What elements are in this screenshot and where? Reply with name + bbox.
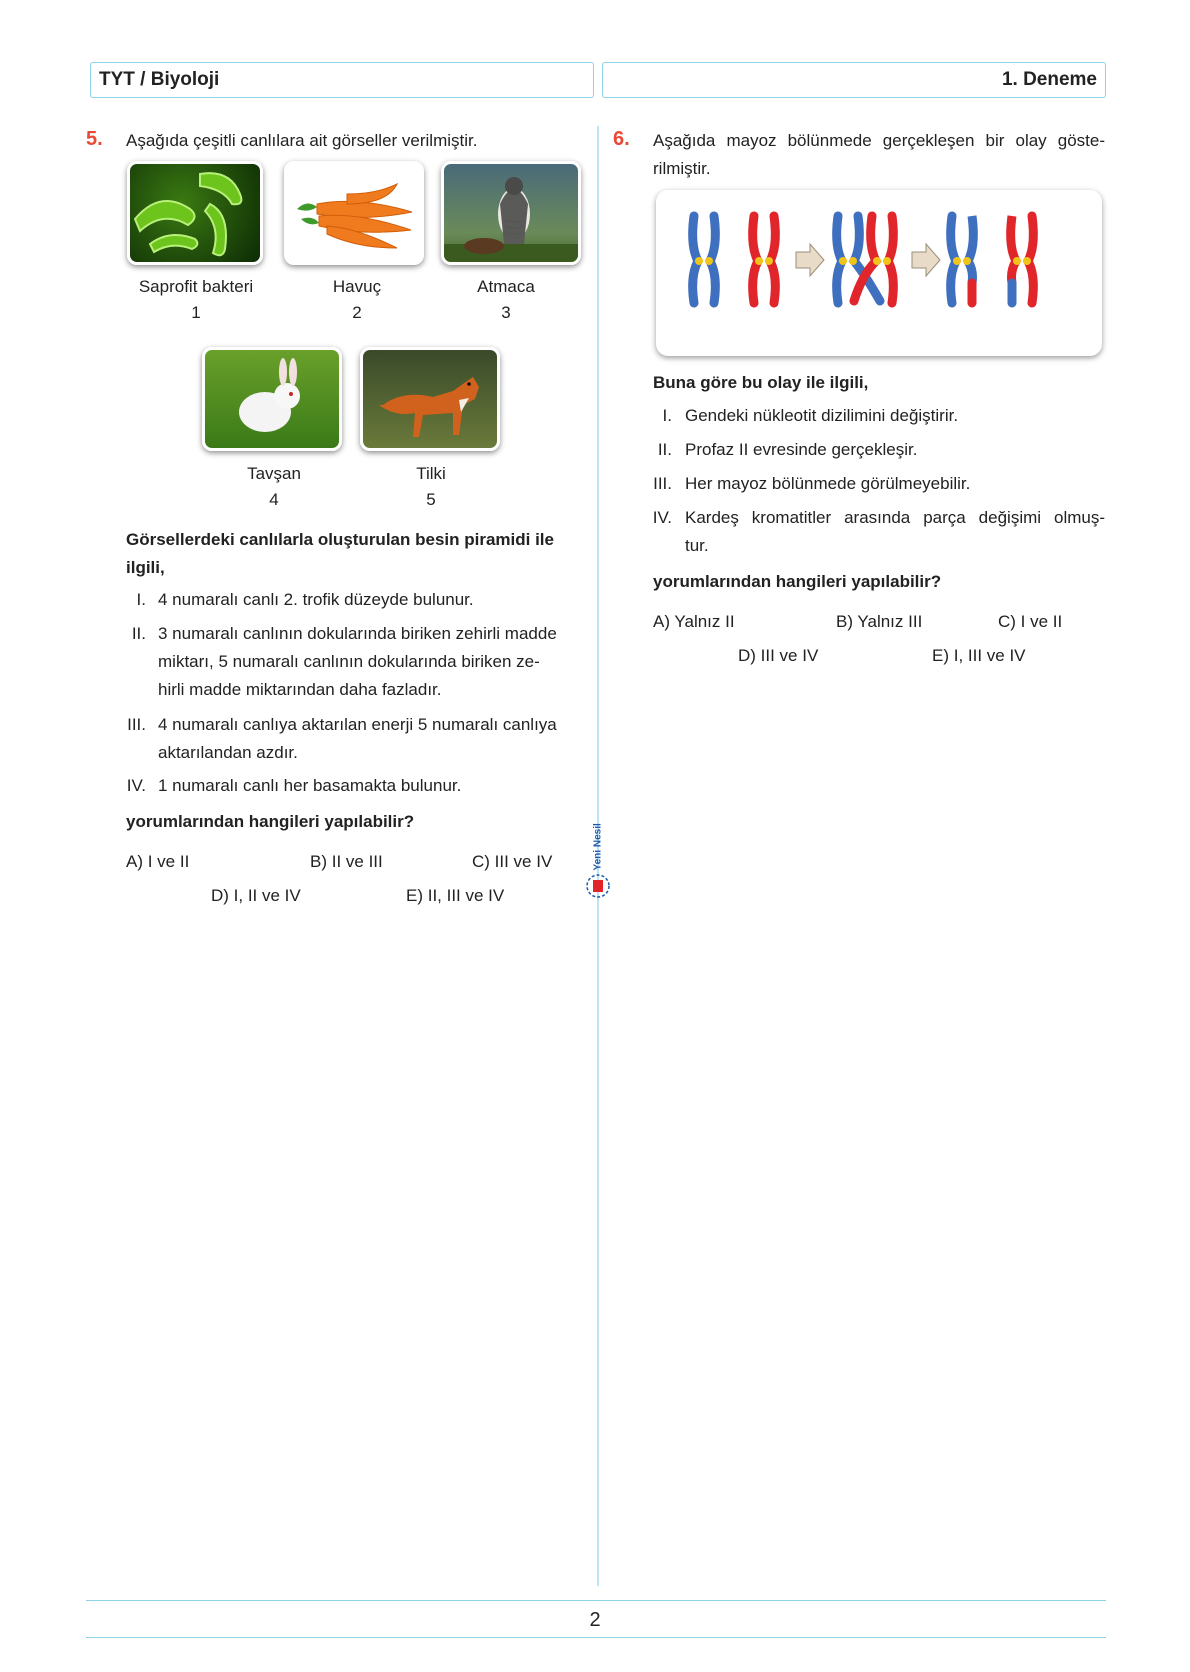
q5-option-e[interactable]: E) II, III ve IV	[406, 886, 505, 905]
chromosome-red-recombinant	[1011, 216, 1034, 303]
organism-5-name: Tilki	[416, 464, 446, 483]
q6-statement-3-line1: Her mayoz bölünmede görülmeyebilir.	[685, 474, 971, 493]
fox-image	[360, 347, 500, 451]
q6-option-d[interactable]: D) III ve IV	[738, 646, 819, 665]
q6-option-c[interactable]: C) I ve II	[998, 612, 1063, 631]
organism-2-number: 2	[352, 303, 362, 322]
q5-intro: Aşağıda çeşitli canlılara ait görseller verilmiştir.	[126, 131, 478, 150]
arrow-icon	[796, 244, 824, 276]
q6-intro-line1: Aşağıda mayoz bölünmede gerçekleşen bir olay göste-	[653, 131, 1105, 150]
q5-stem-line2: ilgili,	[126, 558, 165, 577]
q6-question: yorumlarından hangileri yapılabilir?	[653, 572, 942, 591]
chromosome-pair-crossing	[837, 216, 894, 303]
q5-option-a[interactable]: A) I ve II	[126, 852, 190, 871]
q5-statement-3-line1: 4 numaralı canlıya aktarılan enerji 5 numaralı canlıya	[158, 715, 557, 734]
organism-3-name: Atmaca	[477, 277, 535, 296]
chromosome-blue-recombinant	[951, 216, 974, 303]
q5-option-d[interactable]: D) I, II ve IV	[211, 886, 301, 905]
q5-statement-1-roman: I.	[136, 590, 146, 609]
bacteria-image	[127, 161, 263, 265]
q6-option-e[interactable]: E) I, III ve IV	[932, 646, 1026, 665]
q6-stem: Buna göre bu olay ile ilgili,	[653, 373, 869, 392]
q6-statement-2-line1: Profaz II evresinde gerçekleşir.	[685, 440, 918, 459]
q6-statement-1-line1: Gendeki nükleotit dizilimini değiştirir.	[685, 406, 959, 425]
organism-1-name: Saprofit bakteri	[138, 277, 254, 296]
q5-statement-2-line3: hirli madde miktarından daha fazladır.	[158, 680, 442, 699]
q6-statement-4-line2: tur.	[685, 536, 709, 555]
q6-statement-4-line1: Kardeş kromatitler arasında parça değişimi olmuş-	[685, 508, 1105, 527]
footer-rule-top	[86, 1600, 1106, 1601]
logo-emblem-icon	[585, 873, 611, 899]
q5-statement-1-line1: 4 numaralı canlı 2. trofik düzeyde bulunur.	[158, 590, 474, 609]
q6-statement-2-roman: II.	[657, 440, 672, 459]
organism-1-number: 1	[191, 303, 201, 322]
publisher-logo-text: Yeni Nesil	[592, 823, 604, 871]
page-number: 2	[589, 1609, 601, 1631]
header-subject: TYT / Biyoloji	[90, 62, 594, 98]
organism-3-number: 3	[501, 303, 511, 322]
q5-statement-4-roman: IV.	[126, 776, 146, 795]
footer-rule-bottom	[86, 1637, 1106, 1638]
hawk-image	[441, 161, 581, 265]
q5-option-b[interactable]: B) II ve III	[310, 852, 383, 871]
q5-question: yorumlarından hangileri yapılabilir?	[126, 812, 415, 831]
organism-4-number: 4	[269, 490, 279, 509]
q6-statement-4-roman: IV.	[652, 508, 672, 527]
q5-stem-line1: Görsellerdeki canlılarla oluşturulan besin piramidi ile	[126, 530, 554, 549]
header-exam: 1. Deneme	[602, 62, 1106, 98]
publisher-logo	[584, 815, 612, 905]
q6-number: 6.	[613, 128, 630, 150]
carrot-image	[284, 161, 424, 265]
q6-option-b[interactable]: B) Yalnız III	[836, 612, 923, 631]
q5-statement-2-line2: miktarı, 5 numaralı canlının dokularında biriken ze-	[158, 652, 540, 671]
q6-statement-3-roman: III.	[653, 474, 672, 493]
q6-option-a[interactable]: A) Yalnız II	[653, 612, 735, 631]
organism-2-name: Havuç	[332, 277, 382, 296]
q5-statement-4-line1: 1 numaralı canlı her basamakta bulunur.	[158, 776, 462, 795]
q5-option-c[interactable]: C) III ve IV	[472, 852, 553, 871]
chromosome-red-1	[753, 216, 776, 303]
q5-statement-2-roman: II.	[131, 624, 146, 643]
q5-statement-3-roman: III.	[127, 715, 146, 734]
q5-statement-3-line2: aktarılandan azdır.	[158, 743, 298, 762]
crossing-over-diagram	[656, 190, 1102, 356]
arrow-icon	[912, 244, 940, 276]
organism-4-name: Tavşan	[247, 464, 301, 483]
chromosome-blue-1	[693, 216, 716, 303]
q5-number: 5.	[86, 128, 103, 150]
rabbit-image	[202, 347, 342, 451]
organism-5-number: 5	[426, 490, 436, 509]
q6-statement-1-roman: I.	[662, 406, 672, 425]
q6-intro-line2: rilmiştir.	[653, 159, 711, 178]
q5-statement-2-line1: 3 numaralı canlının dokularında biriken zehirli madde	[158, 624, 557, 643]
